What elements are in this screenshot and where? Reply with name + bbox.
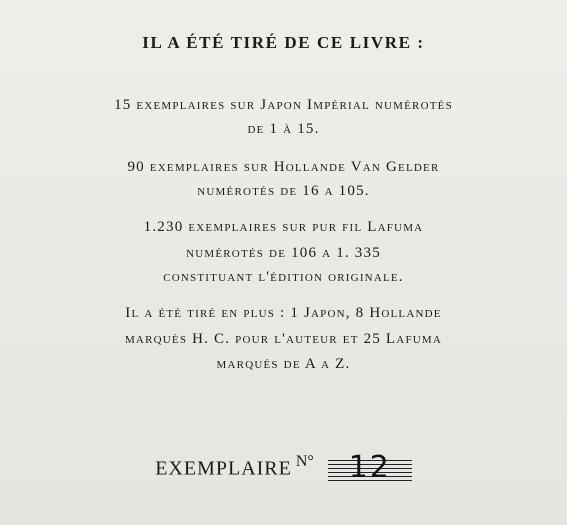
edition-line: marqués H. C. pour l'auteur et 25 Lafuma bbox=[124, 331, 443, 347]
exemplaire-number-line bbox=[0, 452, 567, 486]
handwritten-copy-number: 12 bbox=[348, 450, 391, 485]
edition-line: numérotés de 106 a 1. 335 bbox=[186, 245, 381, 261]
number-ruled-field bbox=[328, 452, 412, 486]
edition-line: 90 exemplaires sur Hollande Van Gelder bbox=[127, 159, 440, 175]
exemplaire-label: EXEMPLAIRE bbox=[155, 457, 292, 480]
edition-line: marqués de A a Z. bbox=[216, 356, 351, 372]
edition-line: de 1 à 15. bbox=[247, 121, 320, 137]
edition-line: 15 exemplaires sur Japon Impérial numérotés bbox=[114, 97, 453, 113]
edition-line: numérotés de 16 a 105. bbox=[197, 183, 370, 199]
edition-line: 1.230 exemplaires sur pur fil Lafuma bbox=[143, 219, 424, 235]
edition-line: Il a été tiré en plus : 1 Japon, 8 Hollande bbox=[125, 305, 442, 321]
number-sign: N° bbox=[295, 453, 314, 471]
edition-line: constituant l'édition originale. bbox=[163, 269, 404, 285]
colophon-heading: IL A ÉTÉ TIRÉ DE CE LIVRE : bbox=[142, 33, 425, 52]
